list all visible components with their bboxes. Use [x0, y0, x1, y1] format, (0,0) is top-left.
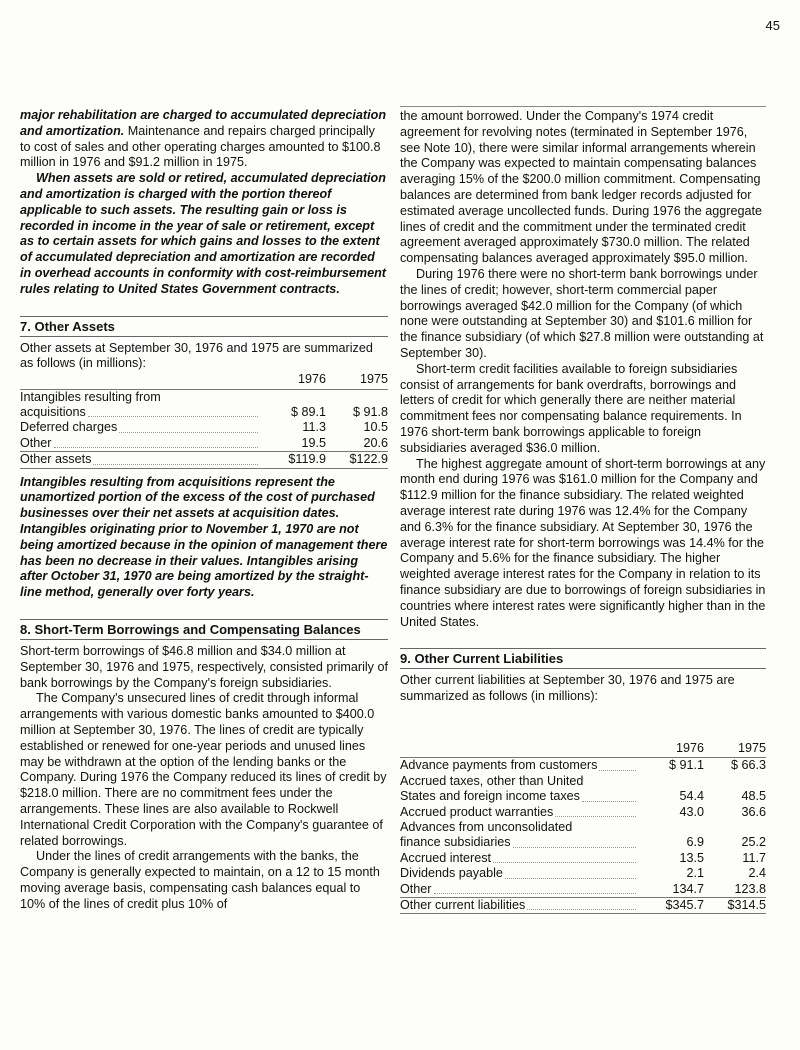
cell-1976: 6.9 [686, 835, 704, 850]
cell-1976: 11.3 [302, 420, 326, 435]
row-label-line1: Accrued taxes, other than United [400, 773, 584, 788]
table-row [400, 820, 766, 851]
cell-1975: 2.4 [748, 866, 766, 881]
table-row [400, 866, 766, 881]
table-header-row [20, 372, 388, 389]
section-8-paragraph-3: Under the lines of credit arrangements with the banks, the Company is generally expected to maintain, on a 12 to 15 month moving average basis, compensating cash balances equal to 10% of the lines of credit plus 10% of [20, 849, 380, 911]
table-row [20, 389, 388, 420]
intangibles-note: Intangibles resulting from acquisitions represent the unamortized portion of the excess of the cost of purchased businesses over their net assets at acquisition dates. Intangibles originating prior to November 1, 1970 are not being amortized because in the opinion of management there has been no decrease in their values. Intangibles arising after October 31, 1970 are being amortized by the straight-line method, generally over forty years. [20, 474, 388, 600]
total-label: Other assets [20, 452, 92, 467]
table-row [20, 420, 388, 435]
left-column [20, 108, 388, 913]
cell-1976: 54.4 [679, 789, 704, 804]
row-label: Dividends payable [400, 866, 503, 881]
col-1975-header: 1975 [326, 372, 388, 389]
cell-1975: 25.2 [741, 835, 766, 850]
row-label: Accrued product warranties [400, 804, 554, 819]
cell-1976: 2.1 [686, 866, 704, 881]
row-label: Other [20, 435, 52, 450]
continued-paragraph: the amount borrowed. Under the Company's 1974 credit agreement for revolving notes (terminated in September 1976, see Note 10), there were similar informal arrangements wherein the Company was expected to maintain compensating balances averaging 15% of the $200.0 million commitment. Compensating balances are determined from bank ledger records adjusted for estimated average uncollected funds. During 1976 the aggregate lines of credit and the commitment under the terminated credit agreement averaged approximately $730.0 million. The related compensating balances averaged approximately $95.0 million. [400, 109, 762, 266]
table-row [20, 436, 388, 452]
row-label: Accrued interest [400, 850, 491, 865]
cell-1976: 13.5 [679, 850, 704, 865]
section-7-intro: Other assets at September 30, 1976 and 1975 are summarized as follows (in millions): [20, 340, 373, 371]
row-label-line1: Advances from unconsolidated [400, 819, 573, 834]
other-current-liabilities-table [400, 741, 766, 914]
total-1976: $345.7 [642, 897, 704, 913]
col-1976-header: 1976 [642, 741, 704, 758]
total-1975: $314.5 [704, 897, 766, 913]
section-8-heading: 8. Short-Term Borrowings and Compensating Balances [20, 619, 388, 640]
total-label: Other current liabilities [400, 897, 526, 912]
table-row [400, 851, 766, 866]
table-row [400, 805, 766, 820]
cell-1975: 36.6 [741, 804, 766, 819]
intro-paragraph [20, 108, 388, 171]
commercial-paper-paragraph: During 1976 there were no short-term bank borrowings under the lines of credit; however, short-term commercial paper borrowings averaged $42.0 million for the Company (of which none were outstanding at September 30) and $101.6 million for the finance subsidiary (of which $27.8 million were outstanding at September 30). [400, 266, 764, 360]
cell-1975: 10.5 [363, 420, 388, 435]
row-label: Advance payments from customers [400, 758, 598, 773]
retired-assets-paragraph: When assets are sold or retired, accumulated depreciation and amortization is charged with the portion thereof applicable to such assets. The resulting gain or loss is recorded in income in the year of sale or retirement, except as to certain assets for which gains and losses to the extent of accumulated depreciation and amortization are recorded in overhead accounts in conformity with cost-reimbursement rules relating to United States Government contracts. [20, 171, 386, 296]
cell-1975: 11.7 [742, 850, 766, 865]
section-9-intro: Other current liabilities at September 30, 1976 and 1975 are summarized as follows (in millions): [400, 673, 735, 704]
col-1976-header: 1976 [264, 372, 326, 389]
cell-1976: 134.7 [672, 881, 704, 896]
table-row [400, 758, 766, 774]
cell-1975: $ 66.3 [730, 758, 766, 773]
cell-1975: 123.8 [734, 881, 766, 896]
section-8-paragraph-1: Short-term borrowings of $46.8 million and $34.0 million at September 30, 1976 and 1975, respectively, consisted primarily of bank borrowings by the Company's foreign subsidiaries. [20, 643, 388, 690]
table-header-row [400, 741, 766, 758]
cell-1975: $ 91.8 [352, 404, 388, 419]
cell-1976: $ 91.1 [668, 758, 704, 773]
cell-1976: 19.5 [301, 435, 326, 450]
table-total-row [20, 452, 388, 468]
section-9-heading: 9. Other Current Liabilities [400, 648, 766, 669]
right-column [400, 106, 766, 914]
page-number: 45 [765, 18, 780, 33]
table-row [400, 882, 766, 898]
total-1975: $122.9 [326, 452, 388, 468]
table-total-row [400, 897, 766, 913]
col-1975-header: 1975 [704, 741, 766, 758]
cell-1975: 48.5 [741, 789, 766, 804]
foreign-credit-paragraph: Short-term credit facilities available to foreign subsidiaries consist of arrangements for bank overdrafts, borrowings and letters of credit for which generally there are neither material commitment fees nor compensating balance requirements. In 1976 short-term bank borrowings applicable to foreign subsidiaries averaged $36.0 million. [400, 361, 742, 455]
section-7-heading: 7. Other Assets [20, 316, 388, 337]
row-label: States and foreign income taxes [400, 789, 580, 804]
row-label-line1: Intangibles resulting from [20, 389, 161, 404]
cell-1976: 43.0 [679, 804, 704, 819]
cell-1976: $ 89.1 [290, 404, 326, 419]
row-label: acquisitions [20, 404, 86, 419]
cell-1975: 20.6 [363, 435, 388, 450]
highest-borrowings-paragraph: The highest aggregate amount of short-term borrowings at any month end during 1976 was $161.0 million for the Company and $112.9 million for the finance subsidiary. The related weighted average interest rate during 1976 was 12.4% for the Company and 6.3% for the finance subsidiary. At September 30, 1976 the average interest rate for short-term borrowings was 14.4% for the Company and 5.6% for the finance subsidiary. The higher weighted average interest rates for the Company in relation to its finance subsidiary are due to borrowings of foreign subsidiaries in countries where interest rates were significantly higher than in the United States. [400, 456, 766, 629]
total-1976: $119.9 [264, 452, 326, 468]
intro-rest-text: Maintenance and repairs charged principally to cost of sales and other operating charges amounted to $100.8 million in 1976 and $91.2 million in 1975. [20, 123, 381, 170]
table-row [400, 774, 766, 805]
section-8-paragraph-2: The Company's unsecured lines of credit through informal arrangements with various domestic banks amounted to $400.0 million at September 30, 1976. The lines of credit are typically established or renewed for one-year periods and unused lines may be withdrawn at the option of the lending banks or the Company. During 1976 the Company reduced its lines of credit by $218.0 million. There are no commitment fees under the arrangements. These lines are also available to Rockwell International Credit Corporation with the Company's guarantee of related borrowings. [20, 691, 387, 848]
row-label: finance subsidiaries [400, 835, 511, 850]
row-label: Other [400, 881, 432, 896]
intro-bold-text: major rehabilitation are charged to accumulated depreciation and amortization. [20, 108, 387, 138]
other-assets-table [20, 372, 388, 468]
row-label: Deferred charges [20, 420, 118, 435]
